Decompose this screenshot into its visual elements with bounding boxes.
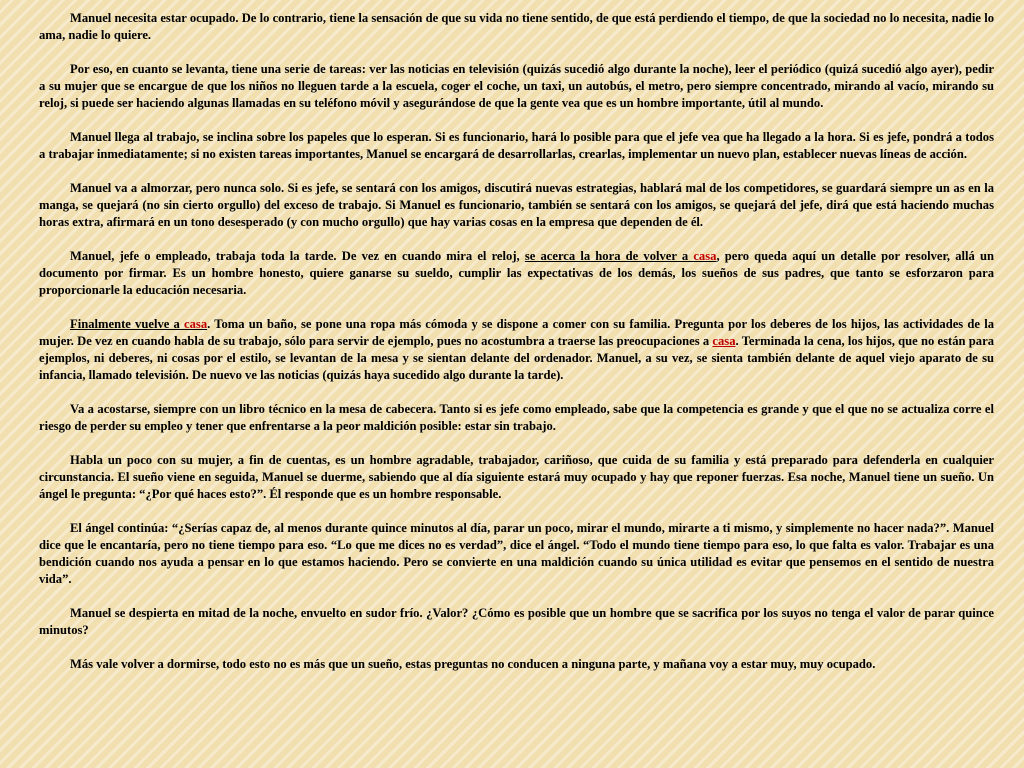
paragraph-4-text: Manuel va a almorzar, pero nunca solo. Si es jefe, se sentará con los amigos, discutirá nuevas estrategias, hablará mal de los competidores, se guardará siempre un as en la manga, se quejará (no sin cierto orgullo) del exceso de trabajo. Si Manuel es funcionario, también se sentará con los amigos, se quejará del jefe, dirá que está haciendo muchas horas extra, afirmará en un tono desesperado (y con mucho orgullo) que hay varias cosas en la empresa que dependen de él. [39, 181, 994, 229]
paragraph-7-text: Va a acostarse, siempre con un libro técnico en la mesa de cabecera. Tanto si es jefe como empleado, sabe que la competencia es grande y que el que no se actualiza corre el riesgo de perder su empleo y tener que enfrentarse a la peor maldición posible: estar sin trabajo. [39, 402, 994, 433]
paragraph-6 [39, 316, 994, 384]
finalmente-vuelve-link-text: Finalmente vuelve a [70, 317, 185, 331]
paragraph-2 [39, 61, 994, 112]
paragraph-5-text-a: Manuel, jefe o empleado, trabaja toda la tarde. De vez en cuando mira el reloj, [70, 249, 525, 263]
paragraph-9-text: El ángel continúa: “¿Serías capaz de, al menos durante quince minutos al día, parar un poco, mirar el mundo, mirarte a ti mismo, y simplemente no hacer nada?”. Manuel dice que le encantaría, pero no tiene tiempo para eso. “Lo que me dices no es verdad”, dice el ángel. “Todo el mundo tiene tiempo para eso, lo que falta es valor. Trabajar es una bendición cuando nos ayuda a pensar en lo que estamos haciendo. Pero se convierte en una maldición cuando su única utilidad es evitar que pensemos en el sentido de nuestra vida”. [39, 521, 994, 586]
paragraph-5-text-b: , pero queda aquí un detalle por resolver, allá un documento por firmar. Es un hombre honesto, quiere ganarse su sueldo, cumplir las expectativas de los demás, los sueños de sus padres, que tanto se esforzaron para proporcionarle la educación necesaria. [39, 249, 994, 297]
paragraph-2-text: Por eso, en cuanto se levanta, tiene una serie de tareas: ver las noticias en televisión (quizás sucedió algo durante la noche), leer el periódico (quizá sucedió algo ayer), pedir a su mujer que se encargue de que los niños no lleguen tarde a la escuela, coger el coche, un taxi, un autobús, el metro, pero siempre concentrado, mirando al vacío, mirando su reloj, si puede ser haciendo algunas llamadas en su teléfono móvil y asegurándose de que la gente vea que es un hombre importante, útil al mundo. [39, 62, 994, 110]
paragraph-3 [39, 129, 994, 163]
volver-a-casa-link-text: se acerca la hora de volver a [524, 249, 694, 263]
document-body [39, 10, 994, 673]
paragraph-8-text: Habla un poco con su mujer, a fin de cuentas, es un hombre agradable, trabajador, cariñoso, que cuida de su familia y está preparado para defenderla en cualquier circunstancia. El sueño viene en seguida, Manuel se duerme, sabiendo que al día siguiente estará muy ocupado y hay que reponer fuerzas. Esa noche, Manuel tiene un sueño. Un ángel le pregunta: “¿Por qué haces esto?”. Él responde que es un hombre responsable. [39, 453, 994, 501]
paragraph-7 [39, 401, 994, 435]
finalmente-vuelve-link[interactable] [70, 317, 207, 331]
paragraph-6-text-a: . Toma un baño, se pone una ropa más cómoda y se dispone a comer con su familia. Pregunta por los deberes de los hijos, las actividades de la mujer. De vez en cuando habla de su trabajo, sólo para servir de ejemplo, pues no acostumbra a traerse las preocupaciones a [39, 317, 994, 348]
paragraph-10-text: Manuel se despierta en mitad de la noche, envuelto en sudor frío. ¿Valor? ¿Cómo es posible que un hombre que se sacrifica por los suyos no tenga el valor de parar quince minutos? [39, 606, 994, 637]
casa-link[interactable]: casa [712, 334, 736, 348]
paragraph-4 [39, 180, 994, 231]
paragraph-1-text: Manuel necesita estar ocupado. De lo contrario, tiene la sensación de que su vida no tiene sentido, de que está perdiendo el tiempo, de que la sociedad no lo necesita, nadie lo ama, nadie lo quiere. [39, 11, 994, 42]
casa-highlight: casa [184, 317, 208, 331]
casa-highlight: casa [693, 249, 717, 263]
paragraph-6-text-b: . Terminada la cena, los hijos, que no están para ejemplos, ni deberes, ni cosas por el estilo, se levantan de la mesa y se sientan delante del ordenador. Manuel, a su vez, se sienta también delante de aquel viejo aparato de su infancia, llamado televisión. De nuevo ve las noticias (quizás haya sucedido algo durante la tarde). [39, 334, 994, 382]
paragraph-8 [39, 452, 994, 503]
paragraph-11 [39, 656, 994, 673]
paragraph-1 [39, 10, 994, 44]
paragraph-10 [39, 605, 994, 639]
paragraph-11-text: Más vale volver a dormirse, todo esto no es más que un sueño, estas preguntas no conducen a ninguna parte, y mañana voy a estar muy, muy ocupado. [70, 657, 876, 671]
volver-a-casa-link[interactable] [525, 249, 717, 263]
paragraph-9 [39, 520, 994, 588]
paragraph-3-text: Manuel llega al trabajo, se inclina sobre los papeles que lo esperan. Si es funcionario, hará lo posible para que el jefe vea que ha llegado a la hora. Si es jefe, pondrá a todos a trabajar inmediatamente; si no existen tareas importantes, Manuel se encargará de desarrollarlas, crearlas, implementar un nuevo plan, establecer nuevas líneas de acción. [39, 130, 994, 161]
paragraph-5 [39, 248, 994, 299]
